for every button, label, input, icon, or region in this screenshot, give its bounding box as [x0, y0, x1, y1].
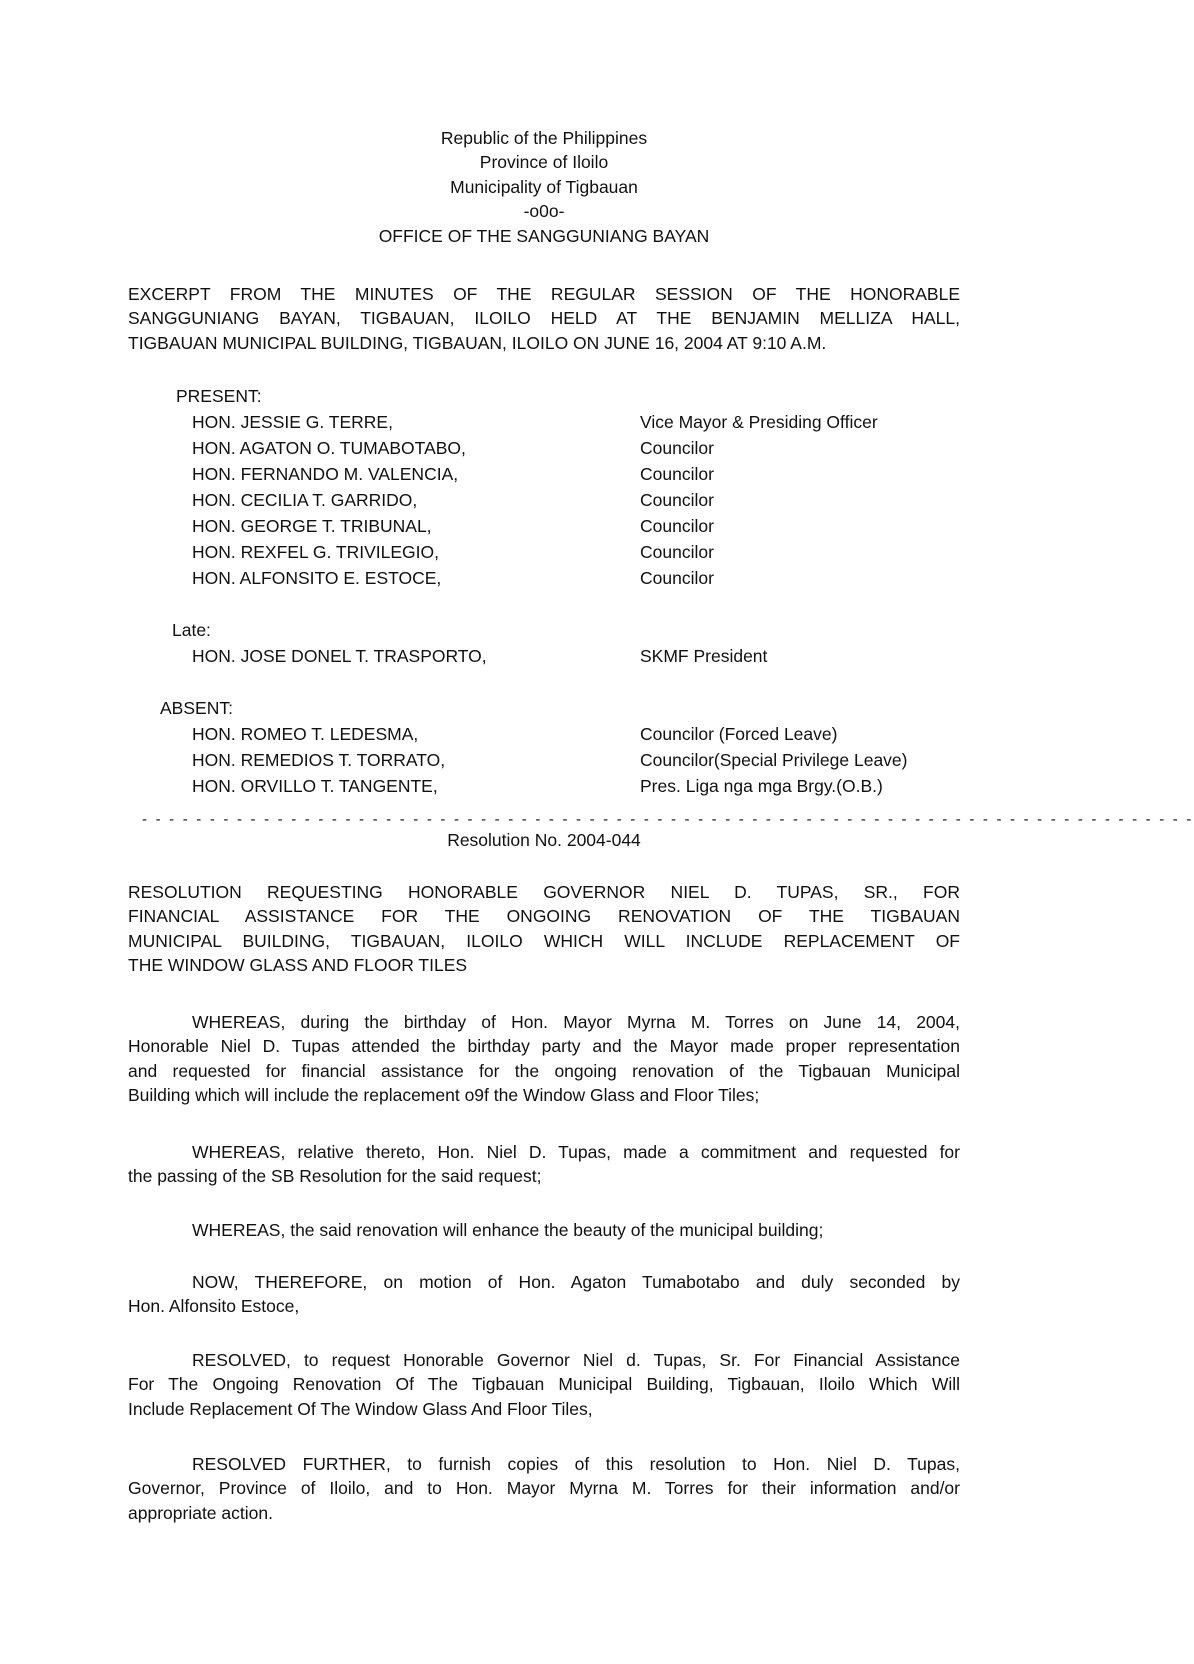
attendee-name: HON. REXFEL G. TRIVILEGIO, — [192, 542, 439, 562]
attendee-row — [0, 748, 1088, 774]
attendee-role: Councilor (Forced Leave) — [640, 724, 838, 744]
paragraph-line: Honorable Niel D. Tupas attended the birthday party and the Mayor made proper representation — [128, 1036, 960, 1057]
attendee-row — [0, 410, 1088, 436]
attendee-name: HON. ORVILLO T. TANGENTE, — [192, 776, 438, 796]
whereas-paragraph-2 — [128, 1140, 960, 1189]
attendee-role: Councilor — [640, 464, 714, 484]
attendee-role: SKMF President — [640, 646, 768, 666]
attendee-role: Councilor — [640, 542, 714, 562]
attendee-name: HON. CECILIA T. GARRIDO, — [192, 490, 418, 510]
excerpt-line: TIGBAUAN MUNICIPAL BUILDING, TIGBAUAN, ILOILO ON JUNE 16, 2004 AT 9:10 A.M. — [128, 332, 827, 353]
resolution-title — [128, 880, 960, 978]
letterhead-municipality: Municipality of Tigbauan — [450, 176, 638, 197]
attendee-role: Councilor(Special Privilege Leave) — [640, 750, 908, 770]
attendee-name: HON. REMEDIOS T. TORRATO, — [192, 750, 446, 770]
paragraph-line: Building which will include the replacement o9f the Window Glass and Floor Tiles; — [128, 1085, 760, 1106]
attendee-row — [0, 540, 1088, 566]
attendee-row — [0, 462, 1088, 488]
resolved-paragraph — [128, 1348, 960, 1421]
paragraph-line: WHEREAS, the said renovation will enhance the beauty of the municipal building; — [192, 1220, 824, 1240]
attendee-row — [0, 722, 1088, 748]
attendee-row — [0, 436, 1088, 462]
attendee-row — [0, 514, 1088, 540]
excerpt-line: EXCERPT FROM THE MINUTES OF THE REGULAR SESSION OF THE HONORABLE — [128, 284, 960, 304]
attendee-name: HON. JESSIE G. TERRE, — [192, 412, 393, 432]
paragraph-line: NOW, THEREFORE, on motion of Hon. Agaton Tumabotabo and duly seconded by — [192, 1272, 960, 1292]
letterhead — [0, 126, 1088, 248]
late-label: Late: — [172, 620, 211, 640]
attendee-role: Vice Mayor & Presiding Officer — [640, 412, 878, 432]
dashed-separator: - - - - - - - - - - - - - - - - - - - - - - - - - - - - - - - - - - - - - - - - - - - - - - - - - - - - - - - - - - - - - - - - - - - - - - - - - - - - - - — [142, 811, 1194, 828]
resolved-further-paragraph — [128, 1452, 960, 1525]
paragraph-line: appropriate action. — [128, 1502, 273, 1523]
resolution-title-line: FINANCIAL ASSISTANCE FOR THE ONGOING RENOVATION OF THE TIGBAUAN — [128, 906, 960, 927]
resolution-title-line: RESOLUTION REQUESTING HONORABLE GOVERNOR NIEL D. TUPAS, SR., FOR — [128, 882, 960, 902]
letterhead-office: OFFICE OF THE SANGGUNIANG BAYAN — [378, 225, 710, 246]
paragraph-line: and requested for financial assistance for the ongoing renovation of the Tigbauan Municipal — [128, 1060, 960, 1081]
paragraph-line: Governor, Province of Iloilo, and to Hon. Mayor Myrna M. Torres for their information and/or — [128, 1478, 960, 1499]
whereas-paragraph-1 — [128, 1010, 960, 1108]
paragraph-line: Hon. Alfonsito Estoce, — [128, 1296, 300, 1317]
paragraph-line: Include Replacement Of The Window Glass And Floor Tiles, — [128, 1398, 593, 1419]
attendee-name: HON. ROMEO T. LEDESMA, — [192, 724, 419, 744]
attendee-name: HON. JOSE DONEL T. TRASPORTO, — [192, 646, 487, 666]
attendee-row — [0, 644, 1088, 670]
attendee-role: Councilor — [640, 568, 714, 588]
excerpt-line: SANGGUNIANG BAYAN, TIGBAUAN, ILOILO HELD AT THE BENJAMIN MELLIZA HALL, — [128, 308, 960, 329]
paragraph-line: WHEREAS, relative thereto, Hon. Niel D. Tupas, made a commitment and requested for — [192, 1142, 960, 1162]
paragraph-line: For The Ongoing Renovation Of The Tigbauan Municipal Building, Tigbauan, Iloilo Which Will — [128, 1374, 960, 1395]
attendee-role: Councilor — [640, 438, 714, 458]
letterhead-province: Province of Iloilo — [479, 152, 609, 173]
resolution-title-line: THE WINDOW GLASS AND FLOOR TILES — [128, 955, 468, 976]
attendee-role: Councilor — [640, 490, 714, 510]
attendee-name: HON. ALFONSITO E. ESTOCE, — [192, 568, 442, 588]
attendee-name: HON. FERNANDO M. VALENCIA, — [192, 464, 459, 484]
paragraph-line: RESOLVED, to request Honorable Governor Niel d. Tupas, Sr. For Financial Assistance — [192, 1350, 960, 1370]
whereas-paragraph-3 — [128, 1218, 960, 1242]
now-therefore-paragraph — [128, 1270, 960, 1319]
attendee-row — [0, 774, 1088, 800]
excerpt-paragraph — [128, 282, 960, 355]
resolution-number: Resolution No. 2004-044 — [447, 830, 641, 850]
present-label: PRESENT: — [176, 386, 262, 406]
paragraph-line: RESOLVED FURTHER, to furnish copies of this resolution to Hon. Niel D. Tupas, — [192, 1454, 960, 1474]
attendee-role: Pres. Liga nga mga Brgy.(O.B.) — [640, 776, 883, 796]
attendee-row — [0, 488, 1088, 514]
absent-label: ABSENT: — [160, 698, 233, 718]
letterhead-ornament: -o0o- — [523, 201, 565, 222]
attendee-name: HON. AGATON O. TUMABOTABO, — [192, 438, 466, 458]
attendee-row — [0, 566, 1088, 592]
attendee-name: HON. GEORGE T. TRIBUNAL, — [192, 516, 432, 536]
letterhead-republic: Republic of the Philippines — [440, 128, 648, 148]
resolution-title-line: MUNICIPAL BUILDING, TIGBAUAN, ILOILO WHICH WILL INCLUDE REPLACEMENT OF — [128, 930, 960, 951]
paragraph-line: the passing of the SB Resolution for the said request; — [128, 1166, 542, 1187]
attendee-role: Councilor — [640, 516, 714, 536]
paragraph-line: WHEREAS, during the birthday of Hon. Mayor Myrna M. Torres on June 14, 2004, — [192, 1012, 960, 1032]
